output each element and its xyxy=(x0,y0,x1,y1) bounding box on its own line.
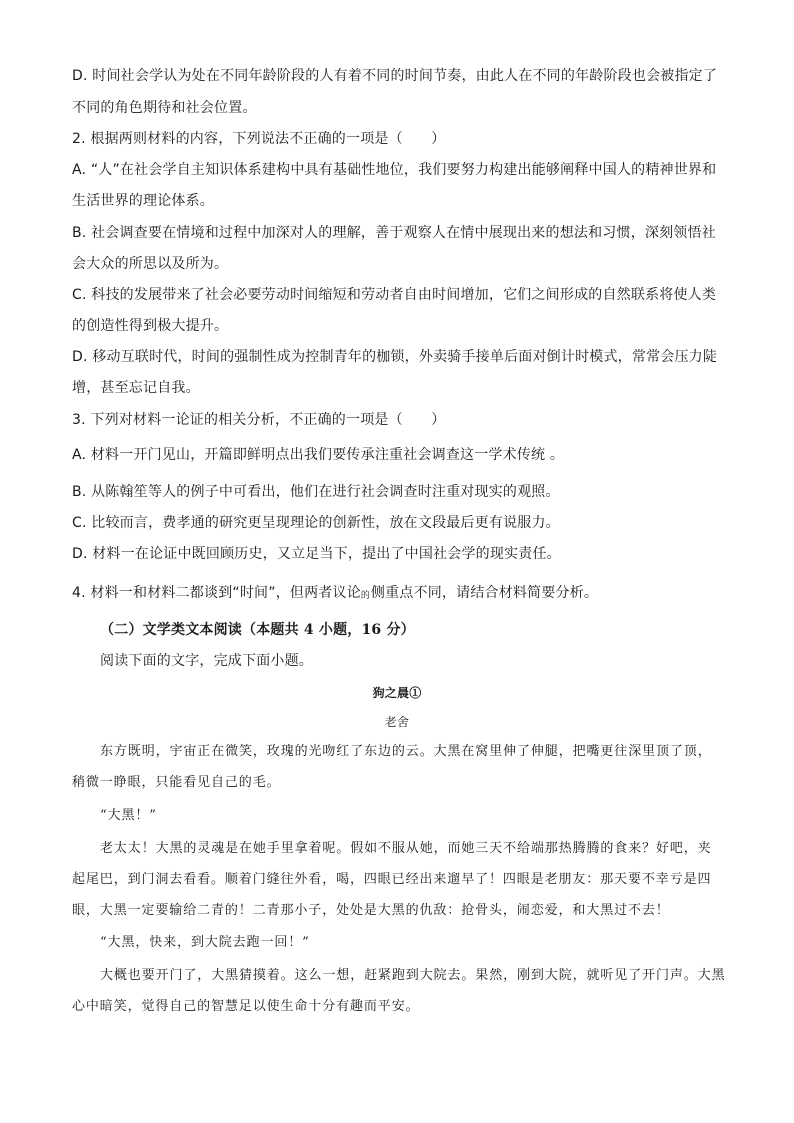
option-1d-line-2: 不同的角色期待和社会位置。 xyxy=(72,100,257,116)
story-paragraph-2-line-3: 眼，大黑一定要输给二青的！二青那小子，处处是大黑的仇敌：抢骨头，闹恋爱，和大黑过不去！ xyxy=(72,903,670,918)
reading-instruction: 阅读下面的文字，完成下面小题。 xyxy=(100,653,313,669)
option-3c: C. 比较而言，费孝通的研究更呈现理论的创新性，放在文段最后更有说服力。 xyxy=(72,515,560,531)
question-4 xyxy=(72,583,598,603)
story-paragraph-3-line-1: 大概也要开门了，大黑猜摸着。这么一想，赶紧跑到大院去。果然，刚到大院，就听见了开门声。大黑 xyxy=(100,968,726,983)
option-2d-line-2: 增，甚至忘记自我。 xyxy=(72,380,200,396)
story-title: 狗之晨① xyxy=(372,686,422,700)
question-4-text-start: 4. 材料一和材料二都谈到“时间”，但两者议论 xyxy=(72,585,361,601)
question-2-stem: 2. 根据两则材料的内容，下列说法不正确的一项是（ ） xyxy=(72,131,446,147)
option-2b-line-2: 会大众的所思以及所为。 xyxy=(72,256,229,272)
option-2a-line-2: 生活世界的理论体系。 xyxy=(72,193,214,209)
option-2a-line-1: A. “人”在社会学自主知识体系建构中具有基础性地位，我们要努力构建出能够阐释中国人的精神世界和 xyxy=(72,162,717,178)
option-2b-line-1: B. 社会调查要在情境和过程中加深对人的理解，善于观察人在情中展现出来的想法和习惯，深刻领悟社 xyxy=(72,225,716,241)
story-author: 老舍 xyxy=(384,715,410,729)
option-2c-line-1: C. 科技的发展带来了社会必要劳动时间缩短和劳动者自由时间增加，它们之间形成的自然联系将使人类 xyxy=(72,287,717,303)
story-paragraph-3-line-2: 心中暗笑，觉得自己的智慧足以使生命十分有趣而平安。 xyxy=(72,999,420,1014)
story-dialogue-1: “大黑！” xyxy=(100,808,157,823)
story-paragraph-2-line-1: 老太太！大黑的灵魂是在她手里拿着呢。假如不服从她，而她三天不给端那热腾腾的食来？好吧，夹 xyxy=(100,841,712,856)
option-2d-line-1: D. 移动互联时代，时间的强制性成为控制青年的枷锁，外卖骑手接单后面对倒计时模式，常常会压力陡 xyxy=(72,349,718,365)
question-3-stem: 3. 下列对材料一论证的相关分析，不正确的一项是（ ） xyxy=(72,412,446,428)
story-paragraph-2-line-2: 起尾巴，到门洞去看看。顺着门缝往外看，喝，四眼已经出来遛早了！四眼是老朋友：那天要不幸亏是四 xyxy=(72,872,712,887)
option-1d-line-1: D. 时间社会学认为处在不同年龄阶段的人有着不同的时间节奏，由此人在不同的年龄阶段也会被指定了 xyxy=(72,68,718,84)
question-4-raised-char: 的 xyxy=(360,591,371,601)
question-4-text-end: 侧重点不同，请结合材料简要分析。 xyxy=(370,585,599,601)
story-paragraph-1-line-2: 稍微一睁眼，只能看见自己的毛。 xyxy=(72,775,281,790)
option-2c-line-2: 的创造性得到极大提升。 xyxy=(72,318,229,334)
section-heading: （二）文学类文本阅读（本题共 4 小题，16 分） xyxy=(100,622,415,638)
option-3d: D. 材料一在论证中既回顾历史，又立足当下，提出了中国社会学的现实责任。 xyxy=(72,546,561,562)
option-3a: A. 材料一开门见山，开篇即鲜明点出我们要传承注重社会调查这一学术传统 。 xyxy=(72,447,565,463)
option-3b: B. 从陈翰笙等人的例子中可看出，他们在进行社会调查时注重对现实的观照。 xyxy=(72,484,560,500)
story-dialogue-2: “大黑，快来，到大院去跑一回！” xyxy=(100,935,310,950)
story-paragraph-1-line-1: 东方既明，宇宙正在微笑，玫瑰的光吻红了东边的云。大黑在窝里伸了伸腿，把嘴更往深里顶了顶， xyxy=(100,744,712,759)
